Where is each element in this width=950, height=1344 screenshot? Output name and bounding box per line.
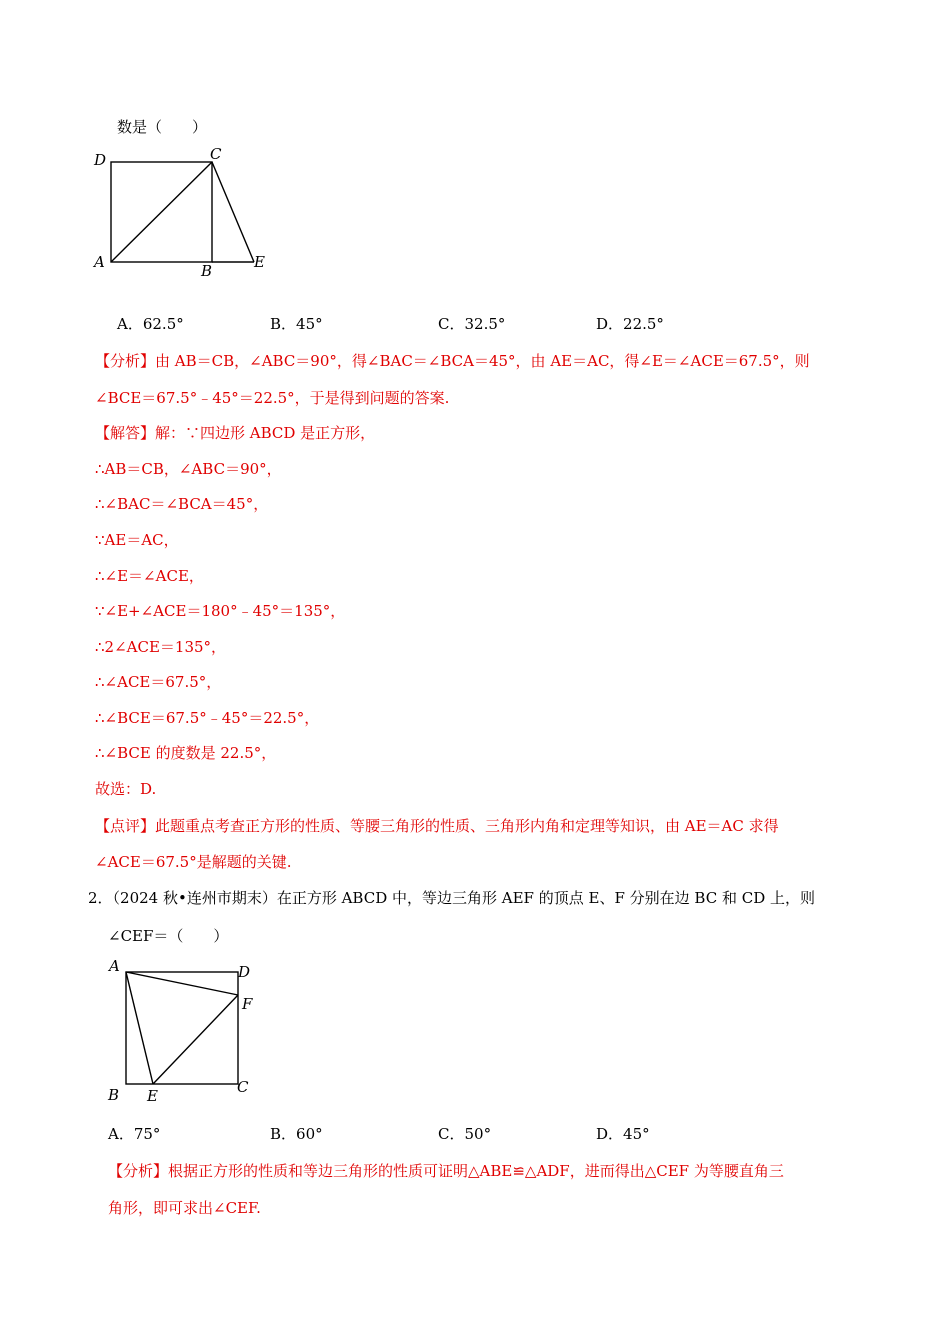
q1-comment-line1: 【点评】此题重点考查正方形的性质、等腰三角形的性质、三角形内角和定理等知识，由 AE＝AC 求得	[95, 817, 779, 835]
q1-solution-line: 故选：D.	[95, 780, 157, 798]
q1-solution-line: ∵∠E+∠ACE＝180°﹣45°＝135°，	[95, 602, 346, 620]
q1-label-d: D	[94, 151, 107, 169]
q2-label-a: A	[109, 957, 120, 975]
q2-label-f: F	[242, 995, 253, 1013]
segment-ae	[126, 972, 153, 1084]
q1-option-b: B．45°	[270, 315, 323, 333]
q2-label-e: E	[147, 1087, 158, 1105]
q2-option-c: C．50°	[438, 1125, 492, 1143]
q2-label-d: D	[238, 963, 251, 981]
q1-analysis-line1: 【分析】由 AB＝CB，∠ABC＝90°，得∠BAC＝∠BCA＝45°，由 AE＝AC，得∠E＝∠ACE＝67.5°，则	[95, 352, 810, 370]
q2-figure	[100, 955, 270, 1110]
q2-stem-line1: 2．（2024 秋•连州市期末）在正方形 ABCD 中，等边三角形 AEF 的顶点 E、F 分别在边 BC 和 CD 上，则	[88, 889, 815, 907]
q1-solution-line: ∴∠E＝∠ACE，	[95, 567, 204, 585]
q1-solution-line: ∴∠BAC＝∠BCA＝45°，	[95, 495, 269, 513]
q1-option-a: A．62.5°	[117, 315, 184, 333]
q1-figure	[90, 145, 280, 280]
q1-option-c: C．32.5°	[438, 315, 506, 333]
square-abcd	[126, 972, 238, 1084]
q2-label-b: B	[108, 1086, 120, 1104]
segment-ce	[212, 162, 254, 262]
q2-option-b: B．60°	[270, 1125, 323, 1143]
q1-label-b: B	[201, 262, 213, 280]
q2-option-d: D．45°	[596, 1125, 650, 1143]
segment-ef	[153, 995, 238, 1084]
q1-solution-line: ∵AE＝AC，	[95, 531, 179, 549]
q1-solution-line: ∴AB＝CB，∠ABC＝90°，	[95, 460, 282, 478]
q1-analysis-line2: ∠BCE＝67.5°﹣45°＝22.5°，于是得到问题的答案.	[95, 389, 450, 407]
q1-solution-line: ∴∠ACE＝67.5°，	[95, 673, 222, 691]
q2-stem-line2: ∠CEF＝（ ）	[108, 927, 229, 945]
q1-solution-line: ∴2∠ACE＝135°，	[95, 638, 227, 656]
q1-solution-line: ∴∠BCE 的度数是 22.5°，	[95, 744, 277, 762]
diagonal-ac	[111, 162, 212, 262]
q1-solution-line: 【解答】解：∵四边形 ABCD 是正方形，	[95, 424, 376, 442]
q1-solution-line: ∴∠BCE＝67.5°﹣45°＝22.5°，	[95, 709, 320, 727]
q1-label-c: C	[210, 145, 222, 163]
q1-label-e: E	[254, 253, 265, 271]
q1-option-d: D．22.5°	[596, 315, 664, 333]
q1-stem-tail: 数是（ ）	[117, 118, 208, 136]
q2-analysis-line2: 角形，即可求出∠CEF.	[108, 1199, 261, 1217]
q2-option-a: A．75°	[108, 1125, 161, 1143]
segment-af	[126, 972, 238, 995]
q1-label-a: A	[94, 253, 105, 271]
q2-analysis-line1: 【分析】根据正方形的性质和等边三角形的性质可证明△ABE≌△ADF，进而得出△CEF 为等腰直角三	[108, 1162, 784, 1180]
q1-comment-line2: ∠ACE＝67.5°是解题的关键.	[95, 853, 292, 871]
q2-label-c: C	[237, 1078, 249, 1096]
